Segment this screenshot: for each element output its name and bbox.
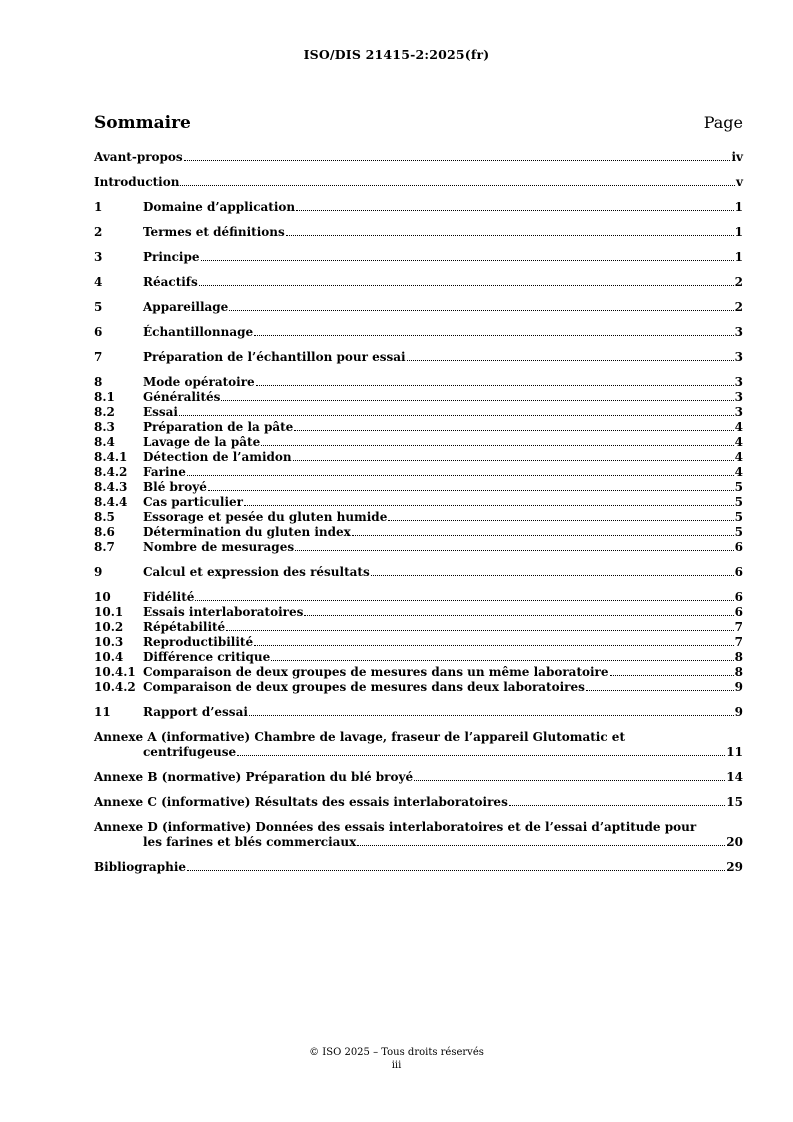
toc-entry-title: Termes et définitions — [143, 225, 285, 239]
toc-entry-page: 2 — [734, 300, 743, 314]
toc-entry-number: 10.2 — [94, 620, 124, 634]
toc-entry-title: Répétabilité — [143, 620, 226, 634]
toc-entry-page: 5 — [734, 525, 743, 539]
dot-leader — [201, 260, 734, 261]
toc-entry-page: 3 — [734, 405, 743, 419]
toc-entry[interactable] — [94, 565, 743, 580]
dot-leader — [187, 870, 725, 871]
dot-leader — [195, 600, 733, 601]
toc-entry[interactable] — [94, 525, 743, 540]
dot-leader — [295, 550, 734, 551]
toc-entry[interactable] — [94, 350, 743, 365]
dot-leader — [256, 385, 734, 386]
dot-leader — [249, 715, 734, 716]
toc-entry-title: Principe — [143, 250, 200, 264]
toc-entry[interactable] — [94, 450, 743, 465]
dot-leader — [388, 520, 733, 521]
toc-entry[interactable] — [94, 300, 743, 315]
dot-leader — [407, 360, 734, 361]
toc-annex-title: Annexe C (informative) Résultats des essais interlaboratoires — [94, 795, 508, 809]
toc-annex-page: 14 — [726, 770, 743, 784]
toc-entry[interactable] — [94, 635, 743, 650]
toc-entry-title: Essais interlaboratoires — [143, 605, 304, 619]
toc-entry-number: 4 — [94, 275, 103, 289]
toc-entry-page: 6 — [734, 540, 743, 554]
toc-entry-title: Mode opératoire — [143, 375, 255, 389]
toc-annex-entry-continuation[interactable] — [94, 835, 743, 850]
toc-entry-title: Reproductibilité — [143, 635, 254, 649]
toc-entry-number: 2 — [94, 225, 103, 239]
dot-leader — [229, 310, 733, 311]
page-column-label: Page — [703, 113, 743, 132]
toc-entry-number: 8.4.2 — [94, 465, 128, 479]
toc-entry-title: Comparaison de deux groupes de mesures dans deux laboratoires — [143, 680, 585, 694]
toc-entry[interactable] — [94, 650, 743, 665]
toc-annex-entry[interactable] — [94, 730, 743, 745]
toc-entry-title: Détection de l’amidon — [143, 450, 292, 464]
toc-entry-title: Avant-propos — [94, 150, 183, 164]
page-footer — [0, 1046, 793, 1072]
toc-entry-page: 4 — [734, 465, 743, 479]
toc-entry-page: 5 — [734, 480, 743, 494]
toc-entry-page: 5 — [734, 510, 743, 524]
toc-entry-page: 7 — [734, 620, 743, 634]
toc-entry-title: Préparation de l’échantillon pour essai — [143, 350, 406, 364]
toc-entry-page: 3 — [734, 325, 743, 339]
toc-entry[interactable] — [94, 495, 743, 510]
toc-bibliography-entry[interactable] — [94, 860, 743, 875]
toc-entry[interactable] — [94, 540, 743, 555]
toc-entry-number: 10 — [94, 590, 111, 604]
toc-entry-page: 4 — [734, 450, 743, 464]
toc-entry[interactable] — [94, 275, 743, 290]
toc-annex-title: Annexe D (informative) Données des essais interlaboratoires et de l’essai d’aptitude pour — [94, 820, 697, 834]
toc-entry[interactable] — [94, 420, 743, 435]
dot-leader — [254, 645, 734, 646]
toc-entry-number: 8 — [94, 375, 103, 389]
dot-leader — [244, 505, 734, 506]
toc-entry-title: Lavage de la pâte — [143, 435, 261, 449]
toc-annex-title-continuation: centrifugeuse — [143, 745, 237, 759]
toc-annex-page: 15 — [726, 795, 743, 809]
page-number: iii — [391, 1060, 402, 1071]
toc-entry-page: 6 — [734, 605, 743, 619]
toc-entry[interactable] — [94, 620, 743, 635]
toc-entry-page: 1 — [734, 250, 743, 264]
toc-entry-number: 3 — [94, 250, 103, 264]
dot-leader — [286, 235, 734, 236]
toc-entry-page: 3 — [734, 375, 743, 389]
toc-entry-title: Essai — [143, 405, 178, 419]
dot-leader — [187, 475, 734, 476]
toc-annex-entry[interactable] — [94, 795, 743, 810]
toc-bibliography-title: Bibliographie — [94, 860, 187, 874]
dot-leader — [304, 615, 733, 616]
toc-entry-title: Préparation de la pâte — [143, 420, 294, 434]
dot-leader — [357, 845, 725, 846]
toc-entry-title: Fidélité — [143, 590, 195, 604]
toc-entry-number: 8.6 — [94, 525, 115, 539]
toc-annex-page: 20 — [726, 835, 743, 849]
table-of-contents — [94, 150, 743, 875]
toc-entry-title: Comparaison de deux groupes de mesures dans un même laboratoire — [143, 665, 609, 679]
toc-entry-title: Différence critique — [143, 650, 271, 664]
toc-entry-page: 3 — [734, 390, 743, 404]
toc-annex-title: Annexe A (informative) Chambre de lavage, fraseur de l’appareil Glutomatic et — [94, 730, 625, 744]
toc-entry-number: 8.4.3 — [94, 480, 128, 494]
dot-leader — [509, 805, 725, 806]
dot-leader — [586, 690, 734, 691]
dot-leader — [179, 415, 734, 416]
toc-annex-entry[interactable] — [94, 770, 743, 785]
copyright-notice: © ISO 2025 – Tous droits réservés — [309, 1047, 484, 1058]
toc-entry[interactable] — [94, 250, 743, 265]
dot-leader — [352, 535, 734, 536]
toc-entry-number: 10.4.1 — [94, 665, 136, 679]
toc-entry-number: 10.4.2 — [94, 680, 136, 694]
toc-entry[interactable] — [94, 225, 743, 240]
toc-entry-number: 5 — [94, 300, 103, 314]
toc-entry-page: 1 — [734, 225, 743, 239]
toc-entry-title: Farine — [143, 465, 186, 479]
toc-annex-entry[interactable] — [94, 820, 743, 835]
toc-entry-page: 8 — [734, 650, 743, 664]
toc-entry-page: 7 — [734, 635, 743, 649]
dot-leader — [237, 755, 725, 756]
toc-entry-title: Blé broyé — [143, 480, 207, 494]
toc-annex-title-continuation: les farines et blés commerciaux — [143, 835, 357, 849]
toc-bibliography-page: 29 — [726, 860, 743, 874]
toc-entry[interactable] — [94, 705, 743, 720]
toc-entry-number: 8.2 — [94, 405, 115, 419]
toc-entry-title: Généralités — [143, 390, 221, 404]
toc-entry[interactable] — [94, 325, 743, 340]
dot-leader — [414, 780, 725, 781]
toc-entry-number: 7 — [94, 350, 103, 364]
toc-entry-page: 9 — [734, 705, 743, 719]
toc-entry-title: Calcul et expression des résultats — [143, 565, 370, 579]
toc-entry-title: Échantillonnage — [143, 325, 254, 339]
toc-entry[interactable] — [94, 680, 743, 695]
toc-entry[interactable] — [94, 605, 743, 620]
dot-leader — [226, 630, 733, 631]
toc-entry[interactable] — [94, 665, 743, 680]
toc-annex-title: Annexe B (normative) Préparation du blé broyé — [94, 770, 414, 784]
toc-entry-title: Domaine d’application — [143, 200, 296, 214]
toc-entry-page: 6 — [734, 565, 743, 579]
toc-entry[interactable] — [94, 590, 743, 605]
toc-entry-number: 8.4.1 — [94, 450, 128, 464]
document-id-header: ISO/DIS 21415-2:2025(fr) — [303, 47, 490, 62]
toc-entry[interactable] — [94, 150, 743, 165]
toc-annex-entry-continuation[interactable] — [94, 745, 743, 760]
toc-entry[interactable] — [94, 510, 743, 525]
dot-leader — [293, 460, 734, 461]
toc-annex-page: 11 — [726, 745, 743, 759]
toc-entry-page: 9 — [734, 680, 743, 694]
toc-entry-title: Appareillage — [143, 300, 229, 314]
toc-entry-page: 1 — [734, 200, 743, 214]
toc-entry-page: 8 — [734, 665, 743, 679]
toc-entry-page: 4 — [734, 435, 743, 449]
dot-leader — [261, 445, 733, 446]
toc-entry-title: Cas particulier — [143, 495, 243, 509]
toc-entry[interactable] — [94, 200, 743, 215]
toc-entry-number: 8.4 — [94, 435, 115, 449]
toc-entry[interactable] — [94, 435, 743, 450]
toc-entry-title: Réactifs — [143, 275, 198, 289]
toc-entry[interactable] — [94, 480, 743, 495]
dot-leader — [610, 675, 734, 676]
toc-entry-number: 1 — [94, 200, 103, 214]
toc-entry[interactable] — [94, 390, 743, 405]
dot-leader — [254, 335, 733, 336]
dot-leader — [199, 285, 734, 286]
dot-leader — [184, 160, 731, 161]
toc-entry[interactable] — [94, 405, 743, 420]
toc-entry-number: 8.7 — [94, 540, 115, 554]
toc-entry-title: Essorage et pesée du gluten humide — [143, 510, 388, 524]
dot-leader — [371, 575, 734, 576]
toc-entry-title: Introduction — [94, 175, 180, 189]
dot-leader — [294, 430, 733, 431]
toc-entry-number: 8.1 — [94, 390, 115, 404]
toc-entry-page: 6 — [734, 590, 743, 604]
dot-leader — [221, 400, 733, 401]
dot-leader — [208, 490, 734, 491]
toc-entry-page: 2 — [734, 275, 743, 289]
dot-leader — [296, 210, 734, 211]
toc-entry-title: Rapport d’essai — [143, 705, 248, 719]
toc-entry[interactable] — [94, 465, 743, 480]
toc-entry-number: 6 — [94, 325, 103, 339]
toc-entry-number: 8.5 — [94, 510, 115, 524]
toc-entry-number: 10.4 — [94, 650, 124, 664]
toc-entry[interactable] — [94, 375, 743, 390]
toc-title: Sommaire — [94, 113, 191, 133]
dot-leader — [271, 660, 733, 661]
toc-entry-page: 5 — [734, 495, 743, 509]
toc-entry-number: 10.1 — [94, 605, 124, 619]
toc-entry-number: 10.3 — [94, 635, 124, 649]
toc-entry[interactable] — [94, 175, 743, 190]
toc-entry-number: 9 — [94, 565, 103, 579]
dot-leader — [180, 185, 735, 186]
toc-entry-number: 11 — [94, 705, 111, 719]
toc-entry-page: 4 — [734, 420, 743, 434]
toc-entry-title: Nombre de mesurages — [143, 540, 295, 554]
toc-entry-number: 8.3 — [94, 420, 115, 434]
toc-entry-page: 3 — [734, 350, 743, 364]
toc-entry-page: v — [736, 175, 743, 189]
toc-entry-title: Détermination du gluten index — [143, 525, 351, 539]
toc-entry-number: 8.4.4 — [94, 495, 128, 509]
toc-entry-page: iv — [731, 150, 743, 164]
